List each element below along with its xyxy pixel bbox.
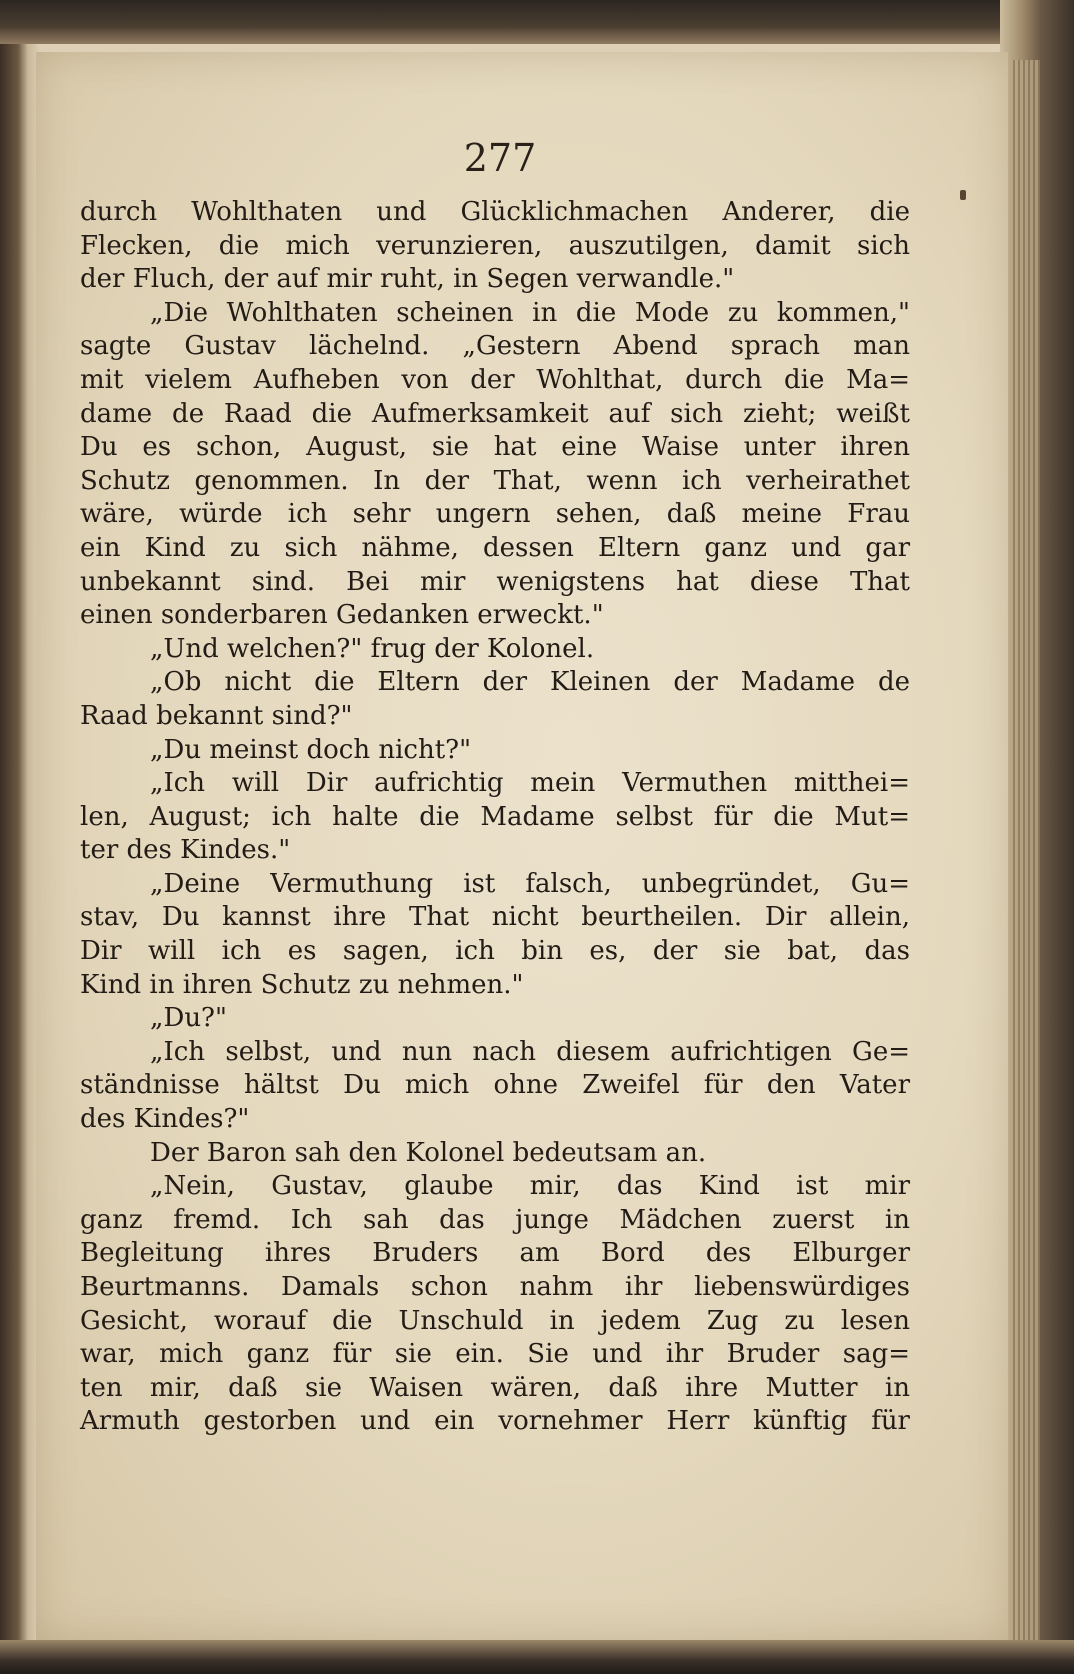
text-line: Begleitung ihres Bruders am Bord des Elburger bbox=[80, 1238, 910, 1269]
text-line: „Und welchen?" frug der Kolonel. bbox=[150, 633, 595, 664]
text-line: durch Wohlthaten und Glücklichmachen Anderer, die bbox=[80, 197, 910, 227]
book-bottom-edge bbox=[0, 1640, 1074, 1674]
page-number: 277 bbox=[463, 136, 537, 180]
text-line: Der Baron sah den Kolonel bedeutsam an. bbox=[150, 1137, 707, 1168]
text-line: „Du?" bbox=[150, 1003, 227, 1034]
text-line: stav, Du kannst ihre That nicht beurtheilen. Dir allein, bbox=[80, 902, 910, 933]
text-line: „Ich selbst, und nun nach diesem aufrichtigen Ge= bbox=[150, 1036, 910, 1067]
text-line: Du es schon, August, sie hat eine Waise unter ihren bbox=[80, 432, 910, 463]
text-line: wäre, würde ich sehr ungern sehen, daß meine Frau bbox=[80, 499, 910, 530]
text-line: ständnisse hältst Du mich ohne Zweifel für den Vater bbox=[80, 1070, 910, 1101]
text-line: der Fluch, der auf mir ruht, in Segen verwandle." bbox=[80, 264, 735, 295]
text-line: einen sonderbaren Gedanken erweckt." bbox=[80, 600, 604, 631]
text-line: Flecken, die mich verunzieren, auszutilgen, damit sich bbox=[80, 230, 910, 261]
text-line: „Nein, Gustav, glaube mir, das Kind ist mir bbox=[150, 1171, 910, 1202]
text-line: unbekannt sind. Bei mir wenigstens hat diese That bbox=[80, 566, 910, 597]
text-line: sagte Gustav lächelnd. „Gestern Abend sprach man bbox=[80, 331, 910, 362]
text-line: Schutz genommen. In der That, wenn ich verheirathet bbox=[80, 465, 910, 496]
text-line: mit vielem Aufheben von der Wohlthat, durch die Ma= bbox=[80, 364, 910, 395]
text-line: war, mich ganz für sie ein. Sie und ihr Bruder sag= bbox=[80, 1339, 910, 1370]
text-line: ganz fremd. Ich sah das junge Mädchen zuerst in bbox=[80, 1204, 910, 1235]
text-line: „Deine Vermuthung ist falsch, unbegründet, Gu= bbox=[150, 868, 910, 899]
text-line: Gesicht, worauf die Unschuld in jedem Zug zu lesen bbox=[80, 1305, 910, 1336]
text-line: Dir will ich es sagen, ich bin es, der sie bat, das bbox=[80, 936, 910, 967]
body-text bbox=[80, 196, 910, 1439]
text-line: Kind in ihren Schutz zu nehmen." bbox=[80, 969, 524, 1000]
text-line: ter des Kindes." bbox=[80, 835, 291, 866]
text-line: Armuth gestorben und ein vornehmer Herr künftig für bbox=[80, 1406, 910, 1437]
text-line: „Die Wohlthaten scheinen in die Mode zu kommen," bbox=[150, 297, 910, 328]
text-line: len, August; ich halte die Madame selbst für die Mut= bbox=[80, 801, 910, 832]
text-line: „Ob nicht die Eltern der Kleinen der Madame de bbox=[150, 667, 910, 698]
text-line: ten mir, daß sie Waisen wären, daß ihre Mutter in bbox=[80, 1372, 910, 1403]
text-line: dame de Raad die Aufmerksamkeit auf sich zieht; weißt bbox=[80, 398, 910, 429]
page-stack-edge bbox=[1010, 60, 1040, 1640]
text-line: des Kindes?" bbox=[80, 1104, 250, 1135]
text-line: Beurtmanns. Damals schon nahm ihr liebenswürdiges bbox=[80, 1272, 910, 1302]
text-line: Raad bekannt sind?" bbox=[80, 700, 353, 731]
text-line: „Du meinst doch nicht?" bbox=[150, 734, 472, 765]
text-line: ein Kind zu sich nähme, dessen Eltern ganz und gar bbox=[80, 532, 910, 563]
ink-mark bbox=[960, 190, 966, 200]
book-top-edge bbox=[0, 0, 1074, 44]
text-line: „Ich will Dir aufrichtig mein Vermuthen mitthei= bbox=[150, 768, 910, 799]
